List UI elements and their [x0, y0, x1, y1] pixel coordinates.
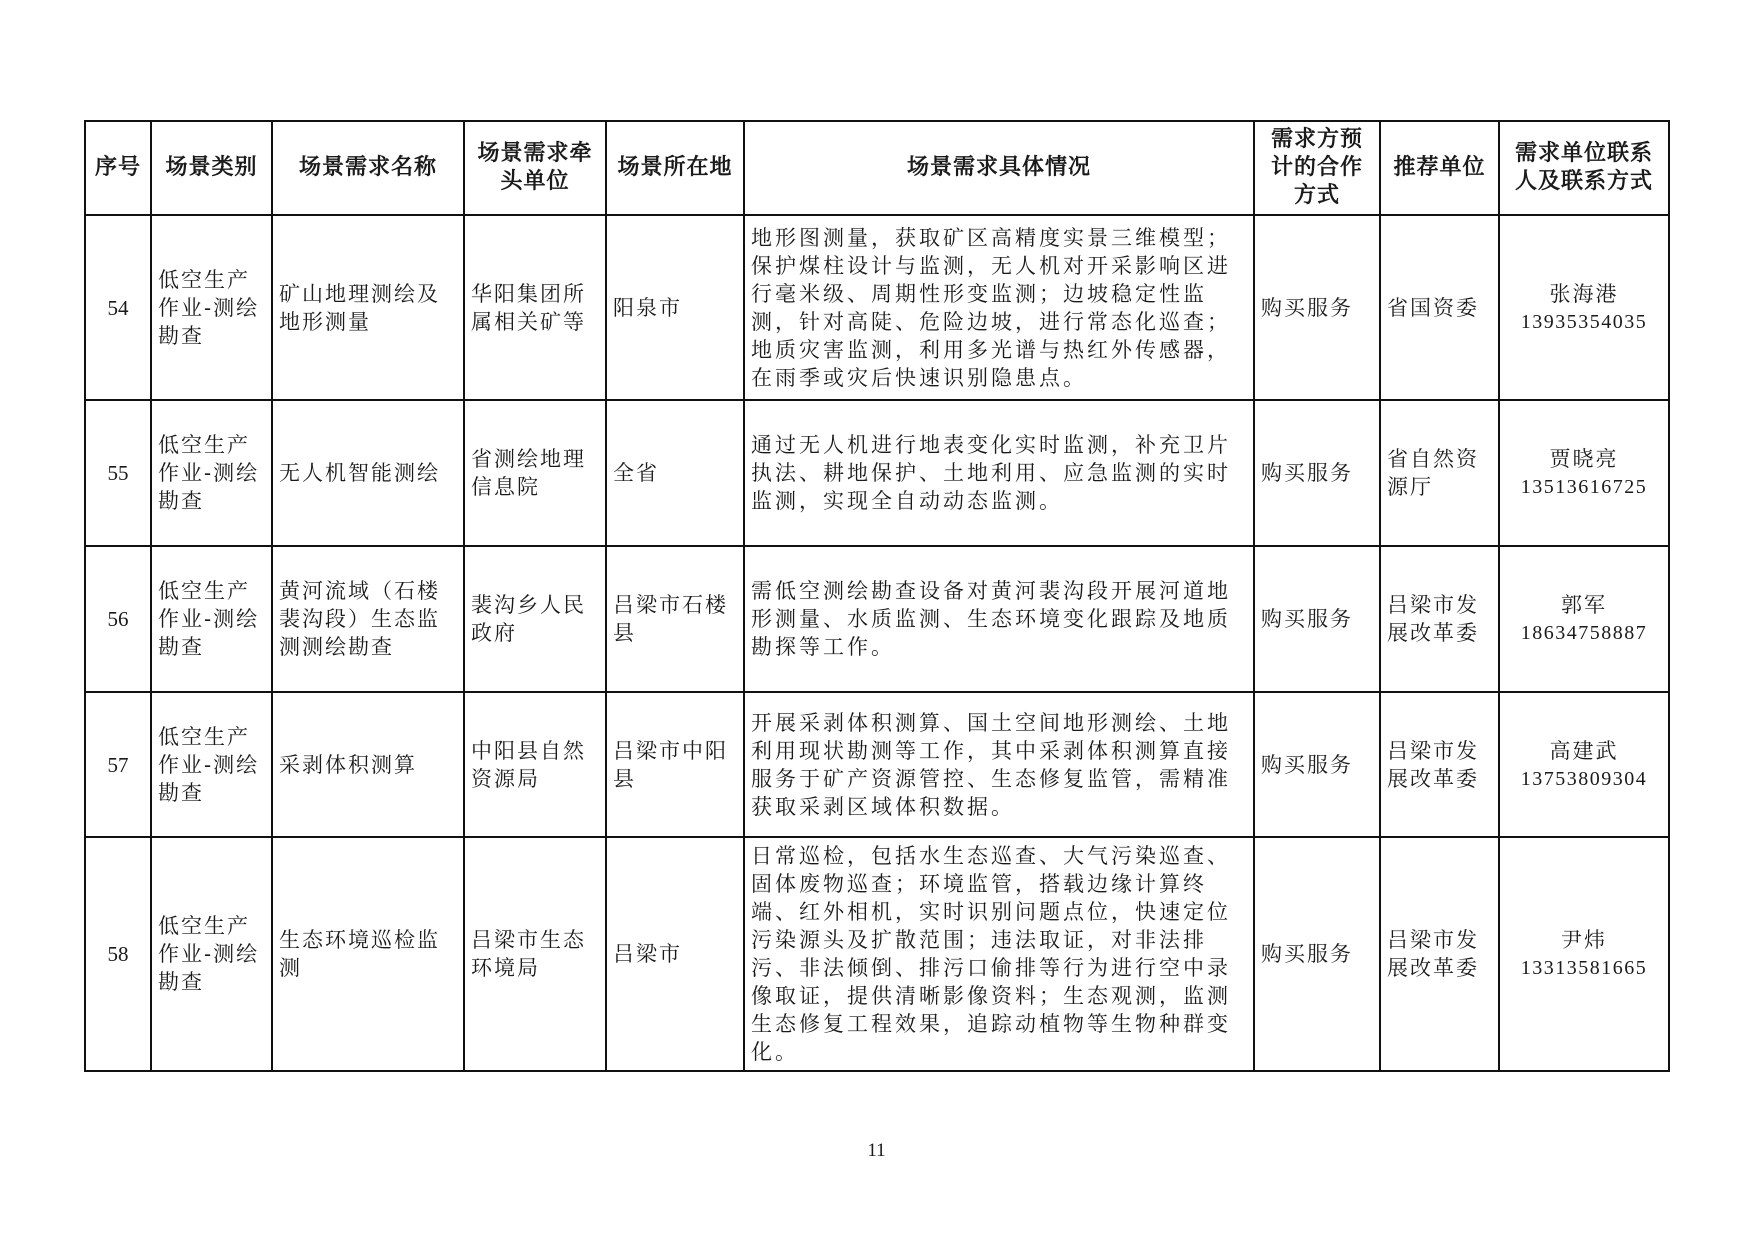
- row-name: 采剥体积测算: [272, 692, 464, 837]
- row-cooperation: 购买服务: [1254, 400, 1380, 546]
- row-recommender: 省自然资源厅: [1380, 400, 1499, 546]
- row-lead-unit: 吕梁市生态环境局: [464, 837, 606, 1071]
- header-name: 场景需求名称: [272, 121, 464, 215]
- contact-phone: 13313581665: [1520, 957, 1648, 979]
- row-cooperation: 购买服务: [1254, 546, 1380, 692]
- row-contact: [1499, 837, 1669, 1071]
- row-index: 54: [85, 215, 151, 400]
- row-recommender: 吕梁市发展改革委: [1380, 546, 1499, 692]
- row-contact: [1499, 215, 1669, 400]
- page-number: 11: [867, 1140, 886, 1161]
- scenario-demand-table: [84, 120, 1670, 1072]
- contact-name: 高建武: [1549, 738, 1619, 763]
- header-location: 场景所在地: [606, 121, 744, 215]
- row-cooperation: 购买服务: [1254, 837, 1380, 1071]
- contact-name: 贾晓亮: [1549, 447, 1619, 471]
- row-details: 开展采剥体积测算、国土空间地形测绘、土地利用现状勘测等工作，其中采剥体积测算直接服务于矿产资源管控、生态修复监管，需精准获取采剥区域体积数据。: [744, 692, 1254, 837]
- row-lead-unit: 华阳集团所属相关矿等: [464, 215, 606, 400]
- contact-name: 张海港: [1549, 281, 1619, 306]
- row-category: 低空生产作业-测绘勘查: [151, 837, 272, 1071]
- row-category: 低空生产作业-测绘勘查: [151, 400, 272, 546]
- row-details: 地形图测量，获取矿区高精度实景三维模型；保护煤柱设计与监测，无人机对开采影响区进行毫米级、周期性形变监测；边坡稳定性监测，针对高陡、危险边坡，进行常态化巡查；地质灾害监测，利用多光谱与热红外传感器，在雨季或灾后快速识别隐患点。: [744, 215, 1254, 400]
- row-details: 日常巡检，包括水生态巡查、大气污染巡查、固体废物巡查；环境监管，搭载边缘计算终端、红外相机，实时识别问题点位，快速定位污染源头及扩散范围；违法取证，对非法排污、非法倾倒、排污口偷排等行为进行空中录像取证，提供清晰影像资料；生态观测，监测生态修复工程效果，追踪动植物等生物种群变化。: [744, 837, 1254, 1071]
- header-details: 场景需求具体情况: [744, 121, 1254, 215]
- contact-phone: 18634758887: [1520, 622, 1648, 644]
- row-name: 生态环境巡检监测: [272, 837, 464, 1071]
- header-recommender: 推荐单位: [1380, 121, 1499, 215]
- row-location: 全省: [606, 400, 744, 546]
- row-details: 通过无人机进行地表变化实时监测，补充卫片执法、耕地保护、土地利用、应急监测的实时监测，实现全自动动态监测。: [744, 400, 1254, 546]
- contact-phone: 13753809304: [1520, 767, 1648, 790]
- row-index: 58: [85, 837, 151, 1071]
- header-contact: 需求单位联系人及联系方式: [1499, 121, 1669, 215]
- row-recommender: 省国资委: [1380, 215, 1499, 400]
- row-contact: [1499, 692, 1669, 837]
- row-cooperation: 购买服务: [1254, 692, 1380, 837]
- table-row: [85, 546, 1669, 692]
- row-contact: [1499, 400, 1669, 546]
- row-index: 57: [85, 692, 151, 837]
- row-location: 阳泉市: [606, 215, 744, 400]
- row-name: 无人机智能测绘: [272, 400, 464, 546]
- row-index: 55: [85, 400, 151, 546]
- row-index: 56: [85, 546, 151, 692]
- row-category: 低空生产作业-测绘勘查: [151, 692, 272, 837]
- row-lead-unit: 中阳县自然资源局: [464, 692, 606, 837]
- contact-phone: 13935354035: [1520, 310, 1648, 333]
- row-location: 吕梁市中阳县: [606, 692, 744, 837]
- table-header-row: [85, 121, 1669, 215]
- header-cooperation: 需求方预计的合作方式: [1254, 121, 1380, 215]
- row-lead-unit: 裴沟乡人民政府: [464, 546, 606, 692]
- header-index: 序号: [85, 121, 151, 215]
- table-row: [85, 400, 1669, 546]
- row-location: 吕梁市石楼县: [606, 546, 744, 692]
- row-recommender: 吕梁市发展改革委: [1380, 837, 1499, 1071]
- row-name: 矿山地理测绘及地形测量: [272, 215, 464, 400]
- row-category: 低空生产作业-测绘勘查: [151, 215, 272, 400]
- row-contact: [1499, 546, 1669, 692]
- contact-name: 尹炜: [1561, 928, 1607, 952]
- header-category: 场景类别: [151, 121, 272, 215]
- table-row: [85, 692, 1669, 837]
- row-name: 黄河流域（石楼裴沟段）生态监测测绘勘查: [272, 546, 464, 692]
- row-location: 吕梁市: [606, 837, 744, 1071]
- contact-phone: 13513616725: [1520, 476, 1648, 498]
- row-details: 需低空测绘勘查设备对黄河裴沟段开展河道地形测量、水质监测、生态环境变化跟踪及地质勘探等工作。: [744, 546, 1254, 692]
- row-cooperation: 购买服务: [1254, 215, 1380, 400]
- table-row: [85, 837, 1669, 1071]
- header-lead-unit: 场景需求牵头单位: [464, 121, 606, 215]
- row-category: 低空生产作业-测绘勘查: [151, 546, 272, 692]
- row-recommender: 吕梁市发展改革委: [1380, 692, 1499, 837]
- table-row: [85, 215, 1669, 400]
- contact-name: 郭军: [1561, 593, 1607, 617]
- row-lead-unit: 省测绘地理信息院: [464, 400, 606, 546]
